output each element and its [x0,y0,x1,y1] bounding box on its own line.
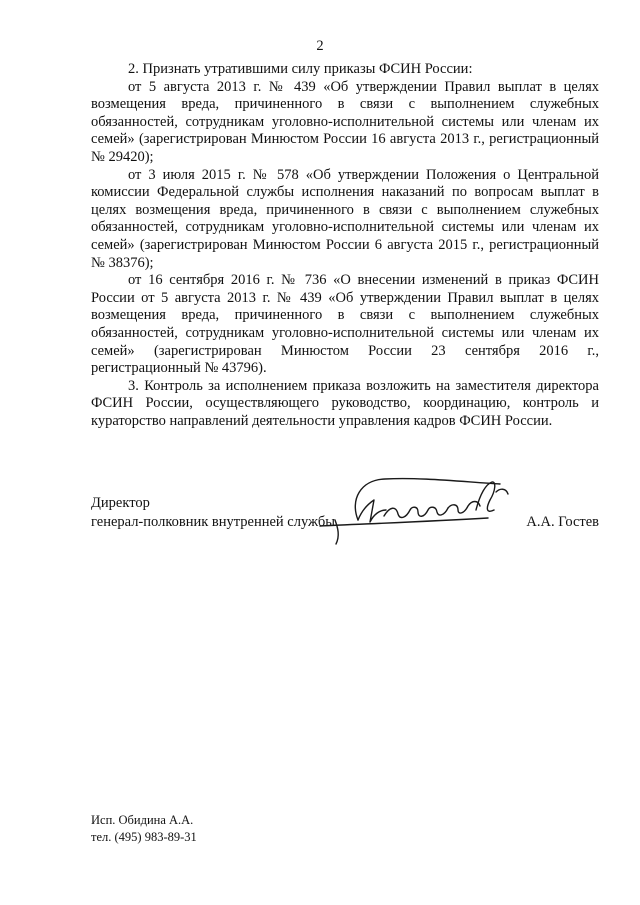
executor-phone: тел. (495) 983-89-31 [91,830,197,844]
executor-info [91,812,197,846]
signatory-name: А.А. Гостев [526,514,599,530]
paragraph-order-736: от 16 сентября 2016 г. № 736 «О внесении изменений в приказ ФСИН России от 5 августа 2013 г. № 439 «Об утверждении Правил выплат в целях возмещения вреда, причиненного в связи с выполнением служебных обязанностей, сотрудникам уголовно-исполнительной системы или членам их семей» (зарегистрирован Минюстом России 23 сентября 2016 г., регистрационный № 43796). [91,272,599,377]
paragraph-order-439: от 5 августа 2013 г. № 439 «Об утверждении Правил выплат в целях возмещения вреда, причиненного в связи с выполнением служебных обязанностей, сотрудникам уголовно-исполнительной системы или членам их семей» (зарегистрирован Минюстом России 16 августа 2013 г., регистрационный № 29420); [91,78,599,165]
document-body [91,61,599,430]
signatory-rank: генерал-полковник внутренней службы [91,514,335,530]
paragraph-revoke-orders: 2. Признать утратившими силу приказы ФСИН России: [128,61,473,77]
paragraph-control: 3. Контроль за исполнением приказа возложить на заместителя директора ФСИН России, осуществляющего руководство, координацию, контроль и кураторство направлений деятельности управления кадров ФСИН России. [91,377,599,429]
paragraph-order-578: от 3 июля 2015 г. № 578 «Об утверждении Положения о Центральной комиссии Федеральной службы исполнения наказаний по вопросам выплат в целях возмещения вреда, причиненного в связи с выполнением служебных обязанностей, сотрудникам уголовно-исполнительной системы или членам их семей» (зарегистрирован Минюстом России 6 августа 2015 г., регистрационный № 38376); [91,166,599,271]
signatory-title: Директор [91,495,150,511]
executor-name: Исп. Обидина А.А. [91,813,194,827]
handwritten-signature [300,470,525,550]
page-number: 2 [316,38,324,54]
